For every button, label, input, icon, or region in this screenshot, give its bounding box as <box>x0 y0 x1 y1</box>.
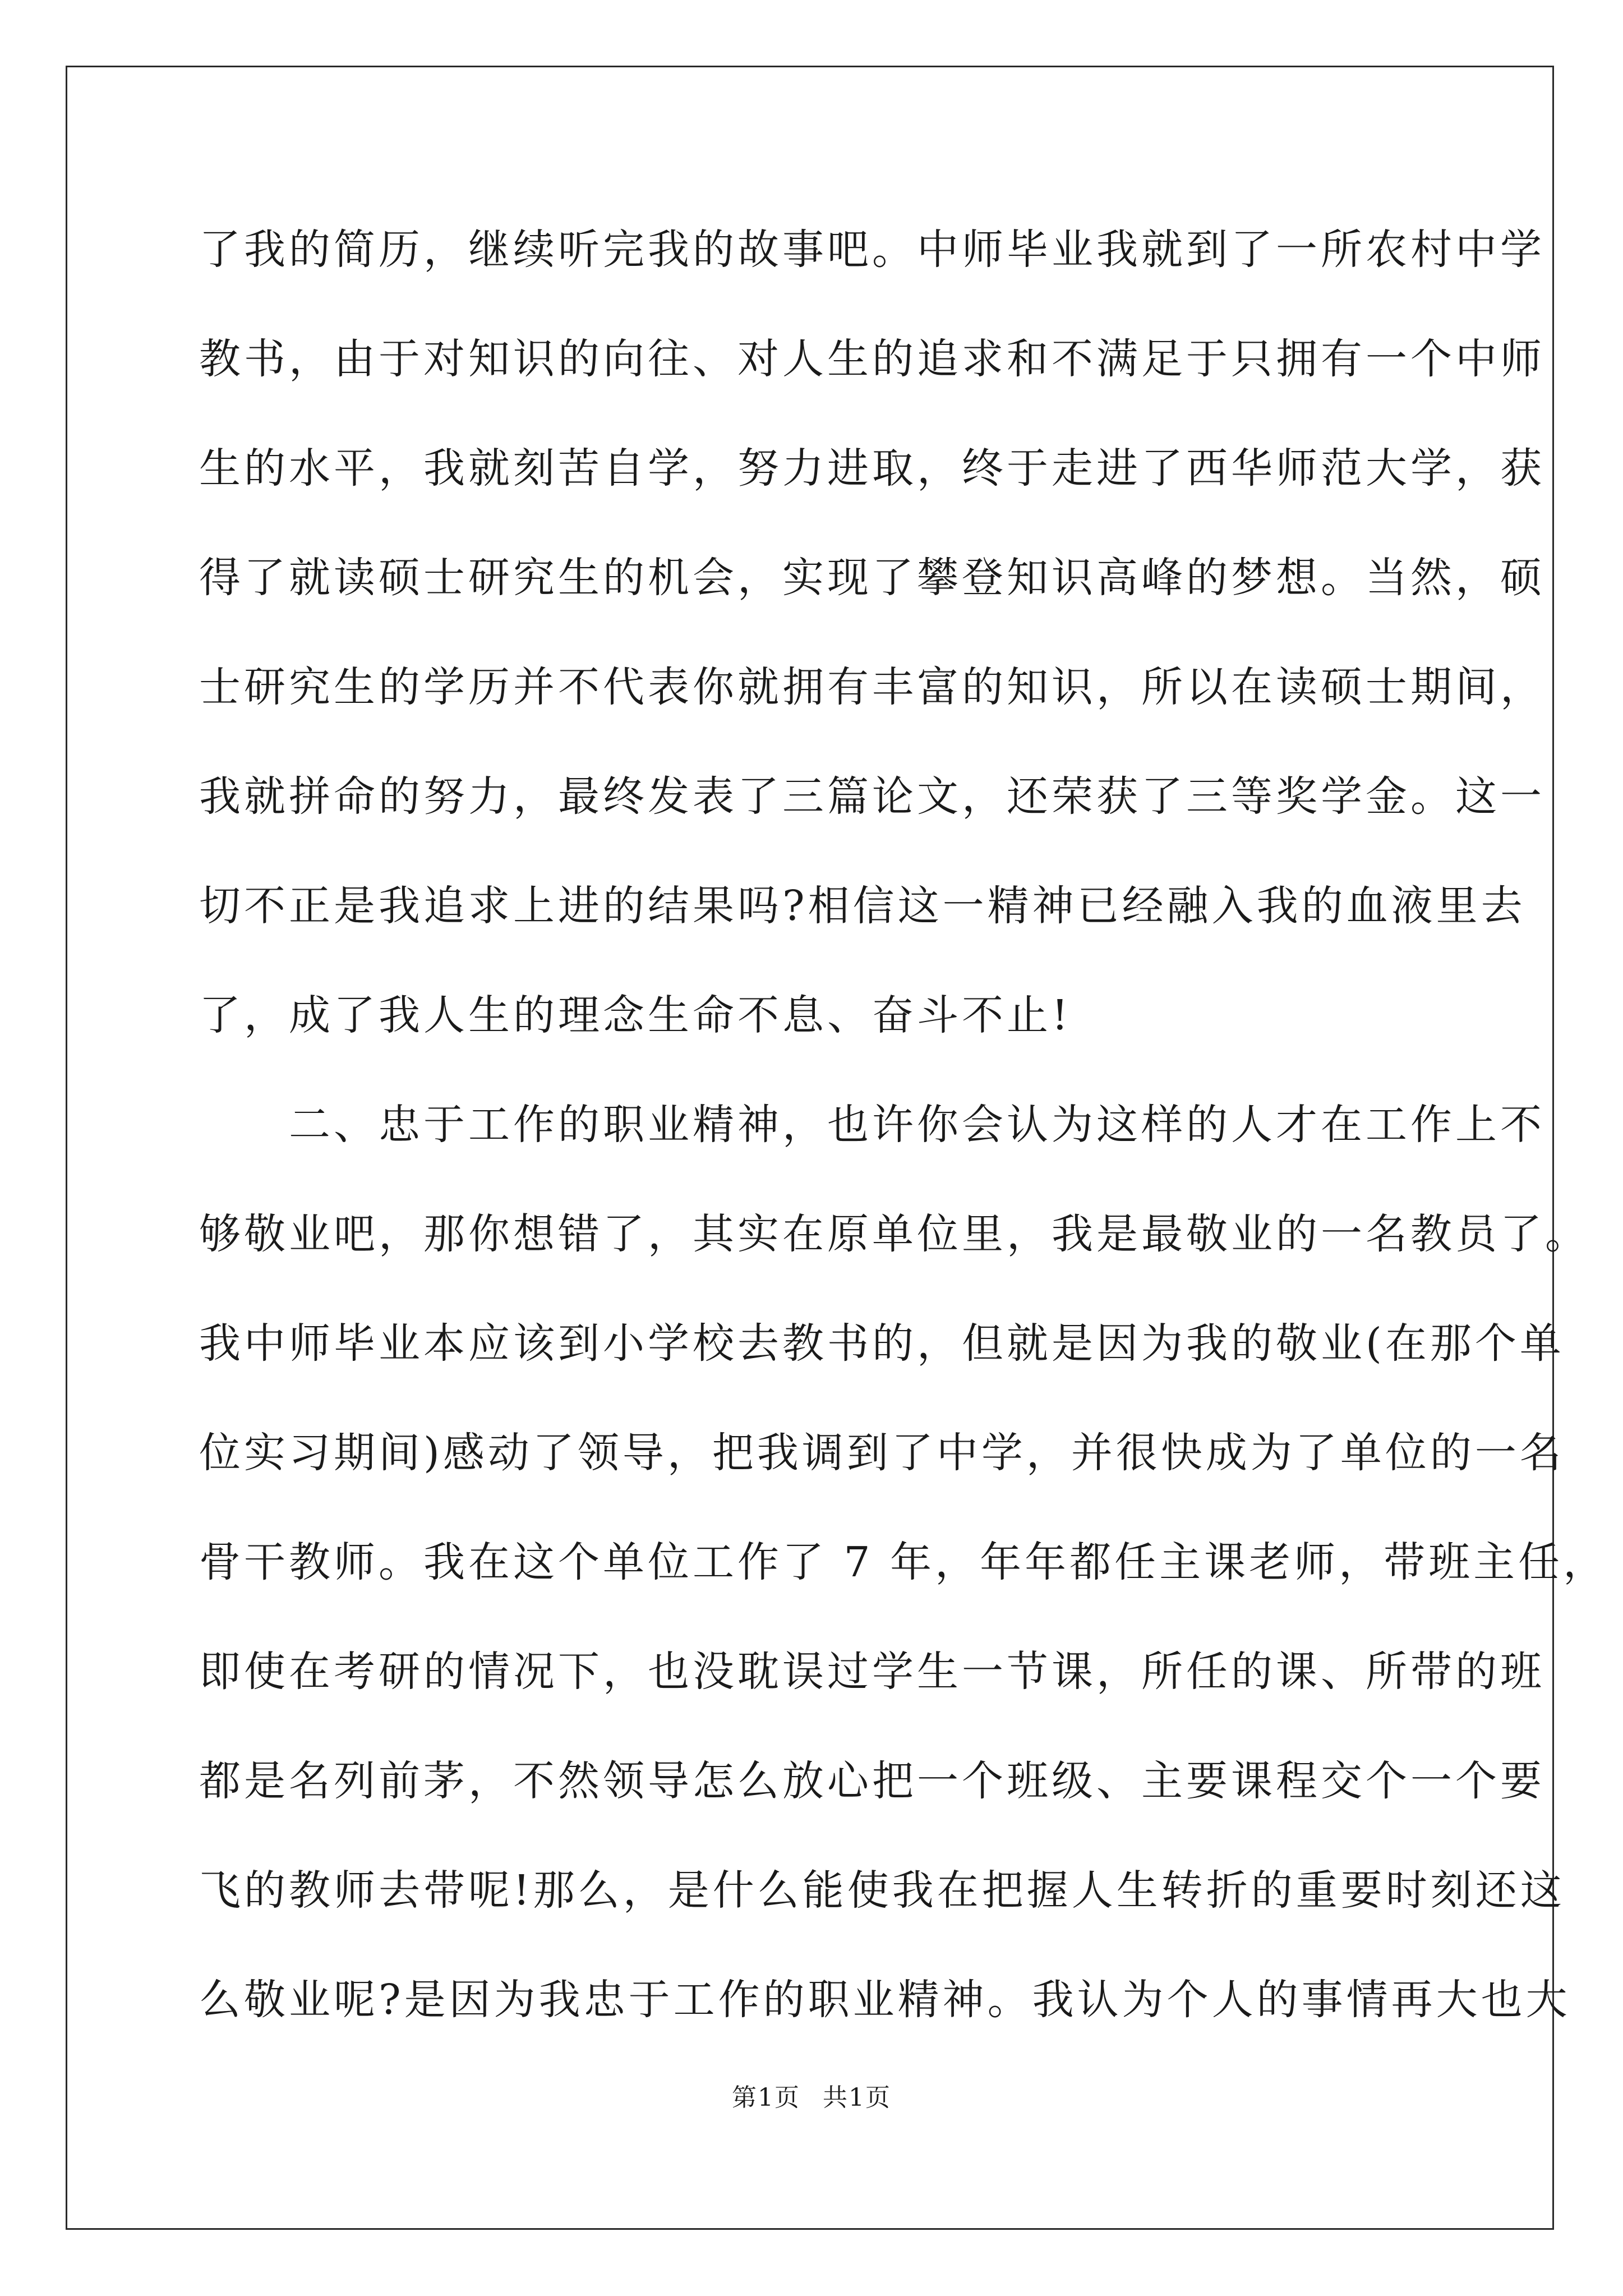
text-line: 切不正是我追求上进的结果吗?相信这一精神已经融入我的血液里去 <box>199 882 1526 930</box>
text-line: 即使在考研的情况下，也没耽误过学生一节课，所任的课、所带的班 <box>199 1648 1545 1696</box>
text-line: 骨干教师。我在这个单位工作了 7 年，年年都任主课老师，带班主任， <box>199 1538 1608 1586</box>
text-line: 都是名列前茅，不然领导怎么放心把一个班级、主要课程交个一个要 <box>199 1757 1545 1805</box>
text-line: 位实习期间)感动了领导，把我调到了中学，并很快成为了单位的一名 <box>199 1429 1565 1477</box>
text-line: 我就拼命的努力，最终发表了三篇论文，还荣获了三等奖学金。这一 <box>199 772 1545 821</box>
text-line: 士研究生的学历并不代表你就拥有丰富的知识，所以在读硕士期间， <box>199 663 1545 711</box>
page-total: 共1页 <box>823 2083 891 2112</box>
text-line: 得了就读硕士研究生的机会，实现了攀登知识高峰的梦想。当然，硕 <box>199 554 1545 602</box>
page-footer <box>0 2081 1623 2115</box>
text-line: 二、忠于工作的职业精神，也许你会认为这样的人才在工作上不 <box>199 1101 1545 1149</box>
page-number: 第1页 <box>732 2083 800 2112</box>
text-line: 么敬业呢?是因为我忠于工作的职业精神。我认为个人的事情再大也大 <box>199 1976 1571 2024</box>
text-line: 我中师毕业本应该到小学校去教书的，但就是因为我的敬业(在那个单 <box>199 1319 1565 1368</box>
text-line: 了，成了我人生的理念生命不息、奋斗不止! <box>199 991 1072 1039</box>
text-line: 飞的教师去带呢!那么，是什么能使我在把握人生转折的重要时刻还这 <box>199 1866 1565 1915</box>
text-line: 够敬业吧，那你想错了，其实在原单位里，我是最敬业的一名教员了。 <box>199 1210 1590 1258</box>
text-line: 教书，由于对知识的向往、对人生的追求和不满足于只拥有一个中师 <box>199 335 1545 383</box>
text-line: 了我的简历，继续听完我的故事吧。中师毕业我就到了一所农村中学 <box>199 226 1545 274</box>
text-line: 生的水平，我就刻苦自学，努力进取，终于走进了西华师范大学，获 <box>199 444 1545 493</box>
